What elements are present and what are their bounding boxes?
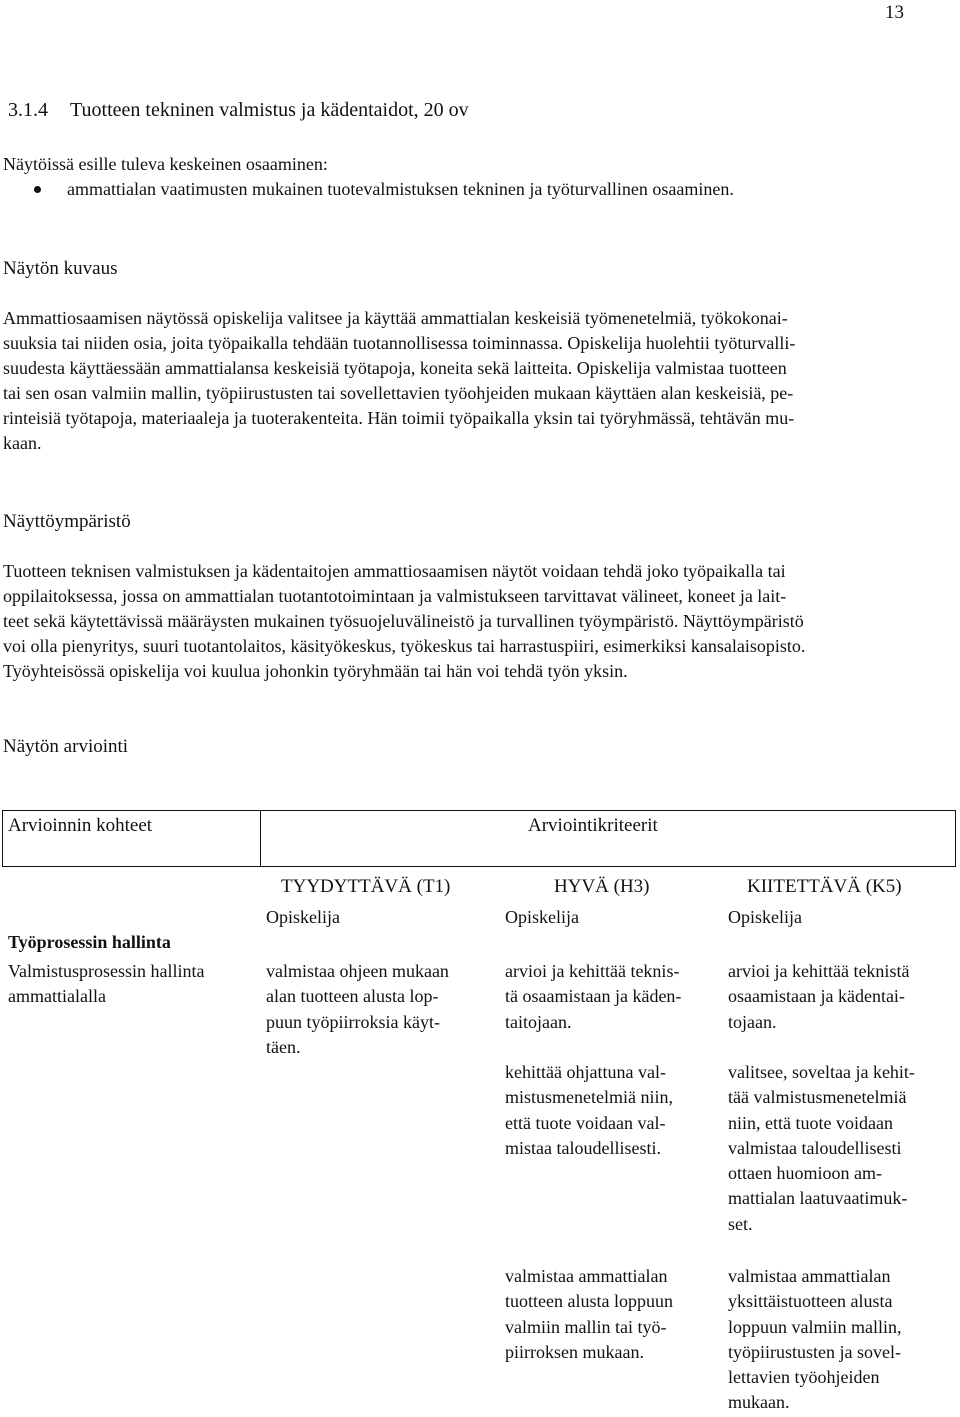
level-k5: KIITETTÄVÄ (K5) (747, 876, 902, 897)
cell-line: set. (728, 1213, 753, 1234)
subject-t1: Opiskelija (266, 907, 340, 927)
intro-label: Näytöissä esille tuleva keskeinen osaaminen: (3, 154, 328, 174)
subject-k5: Opiskelija (728, 907, 802, 927)
paragraph-line: rinteisiä työtapoja, materiaaleja ja tuoterakenteita. Hän toimii työpaikalla yksin tai työryhmässä, tehtävän mu- (3, 408, 795, 428)
cell-line: täen. (266, 1036, 301, 1057)
cell-line: valmistaa ammattialan (505, 1266, 668, 1286)
bullet-item: ammattialan vaatimusten mukainen tuotevalmistuksen tekninen ja työturvallinen osaaminen. (67, 179, 734, 199)
cell-line: Valmistusprosessin hallinta (8, 961, 205, 981)
cell-line: tuotteen alusta loppuun (505, 1291, 673, 1312)
table-border-right (955, 810, 956, 867)
section-number: 3.1.4 (8, 99, 48, 121)
cell-line: tää valmistusmenetelmiä (728, 1087, 907, 1108)
paragraph-line: voi olla pienyritys, suuri tuotantolaitos, käsityökeskus, työkeskus tai harrastuspiiri, esimerkiksi kansalaisopisto. (3, 636, 806, 656)
cell-line: työpiirustusten ja sovel- (728, 1341, 901, 1362)
section-title: Tuotteen tekninen valmistus ja kädentaidot, 20 ov (70, 99, 469, 121)
cell-line: mukaan. (728, 1392, 790, 1413)
cell-line: yksittäistuotteen alusta (728, 1291, 893, 1312)
cell-line: taitojaan. (505, 1011, 572, 1032)
paragraph-line: suuksia tai niiden osia, joita työpaikalla tehdään tuotannollisessa toiminnassa. Opiskelija huolehtii työturvalli- (3, 333, 796, 353)
criteria-h3-block (505, 1060, 673, 1161)
table-row-divider (2, 866, 956, 867)
cell-line: ammattialalla (8, 986, 106, 1007)
paragraph-line: Ammattiosaamisen näytössä opiskelija valitsee ja käyttää ammattialan keskeisiä työmenetelmiä, työkokonai- (3, 308, 788, 328)
cell-line: valmistaa ohjeen mukaan (266, 961, 449, 981)
paragraph-line: oppilaitoksessa, jossa on ammattialan tuotantotoimintaan ja valmistukseen tarvittavat välineet, koneet ja lait- (3, 586, 787, 606)
criteria-k5-block (728, 1060, 915, 1237)
cell-line: kehittää ohjattuna val- (505, 1062, 666, 1082)
arviointi-heading: Näytön arviointi (3, 736, 129, 757)
cell-line: arvioi ja kehittää teknis- (505, 961, 680, 981)
cell-line: loppuun valmiin mallin, (728, 1316, 902, 1337)
section-heading (8, 98, 469, 123)
cell-line: mattialan laatuvaatimuk- (728, 1188, 908, 1209)
col-header-criteria: Arviointikriteerit (528, 815, 658, 836)
cell-line: mistaa taloudellisesti. (505, 1137, 661, 1158)
level-t1: TYYDYTTÄVÄ (T1) (281, 876, 451, 897)
paragraph-line: Työyhteisössä opiskelija voi kuulua johonkin työryhmään tai hän voi tehdä työn yksin. (3, 661, 628, 681)
cell-line: ottaen huomioon am- (728, 1163, 882, 1184)
cell-line: valitsee, soveltaa ja kehit- (728, 1062, 915, 1082)
cell-line: tä osaamistaan ja käden- (505, 986, 682, 1007)
paragraph-line: suudesta käyttäessään ammattialansa keskeisiä työtapoja, koneita sekä laitteita. Opiskelija valmistaa tuotteen (3, 358, 787, 378)
subject-h3: Opiskelija (505, 907, 579, 927)
paragraph-line: teet sekä käytettävissä määräysten mukainen työsuojeluvälineistö ja turvallinen työympäristö. Näyttöympäristö (3, 611, 804, 631)
level-h3: HYVÄ (H3) (554, 876, 650, 897)
naytonkuvaus-paragraph (3, 306, 955, 456)
nayttoymparisto-paragraph (3, 559, 955, 684)
col-header-targets: Arvioinnin kohteet (8, 815, 153, 836)
page-number: 13 (885, 2, 904, 23)
bullet-icon (34, 186, 41, 193)
nayttoymparisto-heading: Näyttöympäristö (3, 511, 131, 532)
paragraph-line: tai sen osan valmiin mallin, työpiirustusten tai sovellettavien työohjeiden mukaan käyttäen alan keskeisiä, pe- (3, 383, 794, 403)
cell-line: lettavien työohjeiden (728, 1367, 880, 1388)
cell-line: piirroksen mukaan. (505, 1341, 644, 1362)
table-border-left (2, 810, 3, 867)
cell-line: alan tuotteen alusta lop- (266, 986, 439, 1007)
paragraph-line: kaan. (3, 433, 42, 453)
cell-line: niin, että tuote voidaan (728, 1112, 893, 1133)
paragraph-line: Tuotteen teknisen valmistuksen ja kädentaitojen ammattiosaamisen näytöt voidaan tehdä joko työpaikalla tai (3, 561, 786, 581)
cell-line: puun työpiirroksia käyt- (266, 1011, 440, 1032)
criteria-h3-block (505, 959, 681, 1035)
target-title: Työprosessin hallinta (8, 932, 171, 952)
cell-line: valmistaa taloudellisesti (728, 1137, 902, 1158)
cell-line: tojaan. (728, 1011, 777, 1032)
criteria-t1-block (266, 959, 449, 1060)
table-border-top (2, 810, 956, 811)
cell-line: valmistaa ammattialan (728, 1266, 891, 1286)
cell-line: valmiin mallin tai työ- (505, 1316, 667, 1337)
target-description (8, 959, 205, 1010)
table-column-divider (260, 810, 261, 867)
naytonkuvaus-heading: Näytön kuvaus (3, 258, 118, 279)
cell-line: että tuote voidaan val- (505, 1112, 666, 1133)
cell-line: mistusmenetelmiä niin, (505, 1087, 673, 1108)
criteria-k5-block (728, 1264, 902, 1416)
cell-line: arvioi ja kehittää teknistä (728, 961, 910, 981)
criteria-h3-block (505, 1264, 673, 1365)
criteria-k5-block (728, 959, 909, 1035)
cell-line: osaamistaan ja kädentai- (728, 986, 905, 1007)
